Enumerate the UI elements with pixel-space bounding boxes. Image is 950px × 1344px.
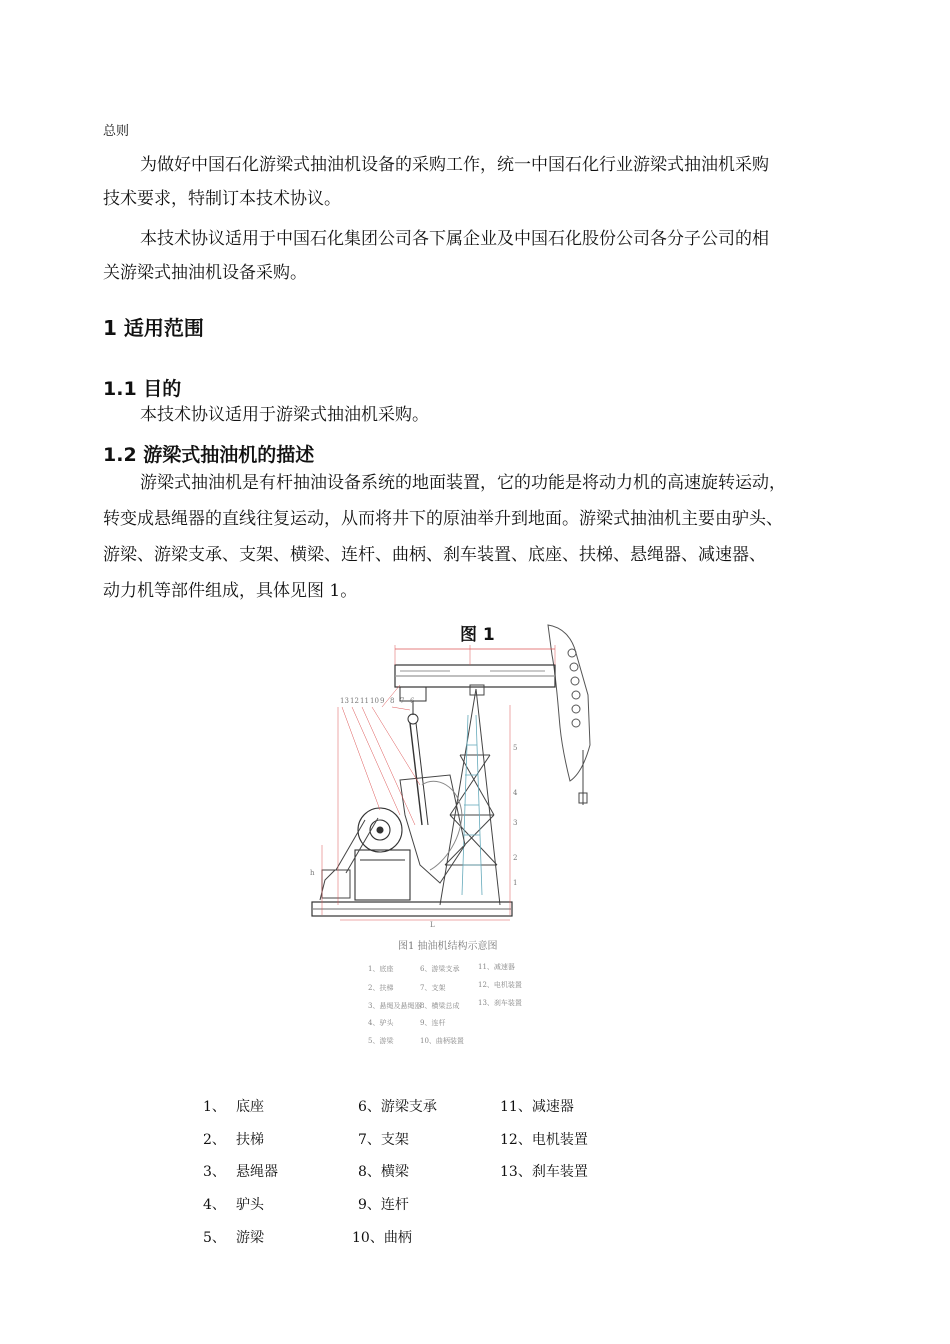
legend-label: 10、曲柄 [352,1230,412,1246]
svg-text:6: 6 [410,697,415,705]
inner-legend [368,962,522,1045]
section-1-2-line3: 游梁、游梁支承、支架、横梁、连杆、曲柄、刹车装置、底座、扶梯、悬绳器、减速器、 [103,545,766,565]
svg-text:12、电机装置: 12、电机装置 [478,981,522,989]
svg-text:L: L [430,921,435,929]
gearbox [355,808,410,900]
legend-num: 4、 [203,1197,226,1213]
svg-text:10: 10 [370,697,379,705]
legend-label: 12、电机装置 [500,1132,588,1148]
base [312,902,512,916]
svg-text:6、游梁支承: 6、游梁支承 [420,965,460,973]
figure-caption: 图 1 [460,625,495,645]
equalizer [400,687,426,724]
legend-label: 扶梯 [236,1132,264,1148]
svg-text:2: 2 [513,854,518,862]
legend-num: 3、 [203,1164,226,1180]
svg-text:11、减速器: 11、减速器 [478,963,515,971]
svg-text:13: 13 [340,697,349,705]
legend-label: 9、连杆 [358,1197,409,1213]
svg-text:1: 1 [513,879,518,887]
general-para2-line1: 本技术协议适用于中国石化集团公司各下属企业及中国石化股份公司各分子公司的相 [140,229,769,249]
general-heading: 总则 [103,124,130,139]
samson-post [440,685,500,905]
svg-text:10、曲柄装置: 10、曲柄装置 [420,1037,464,1045]
general-para1-line2: 技术要求，特制订本技术协议。 [103,189,341,209]
general-para2-line2: 关游梁式抽油机设备采购。 [103,263,307,283]
legend-num: 2、 [203,1132,226,1148]
svg-text:7: 7 [400,697,405,705]
svg-text:2、扶梯: 2、扶梯 [368,984,394,992]
inner-caption: 图1 抽油机结构示意图 [398,941,498,952]
section-1-title: 1 适用范围 [103,316,204,340]
svg-text:3、悬绳及悬绳器: 3、悬绳及悬绳器 [368,1002,422,1010]
legend-label: 悬绳器 [236,1164,278,1180]
legend-label: 13、刹车装置 [500,1164,588,1180]
legend-label: 11、减速器 [500,1099,574,1115]
legend-label: 底座 [236,1099,264,1115]
section-1-2-line1: 游梁式抽油机是有杆抽油设备系统的地面装置，它的功能是将动力机的高速旋转运动， [140,473,786,493]
motor [320,818,378,900]
svg-text:3: 3 [513,819,518,827]
svg-text:4、驴头: 4、驴头 [368,1019,394,1027]
legend-label: 驴头 [236,1197,264,1213]
section-1-2-title: 1.2 游梁式抽油机的描述 [103,444,315,466]
legend-label: 游梁 [236,1230,264,1246]
svg-text:13、刹车装置: 13、刹车装置 [478,999,522,1007]
legend-num: 5、 [203,1230,226,1246]
svg-text:h: h [310,869,315,877]
svg-text:9: 9 [380,697,385,705]
legend-label: 8、横梁 [358,1164,409,1180]
svg-text:12: 12 [350,697,359,705]
svg-text:8、横梁总成: 8、横梁总成 [420,1002,460,1010]
section-1-1-text: 本技术协议适用于游梁式抽油机采购。 [140,405,429,425]
ladder [462,715,482,895]
legend-label: 6、游梁支承 [358,1099,437,1115]
svg-text:8: 8 [390,697,395,705]
svg-text:7、支架: 7、支架 [420,984,446,992]
svg-text:9、连杆: 9、连杆 [420,1019,446,1027]
svg-text:5、游梁: 5、游梁 [368,1037,394,1045]
general-para1-line1: 为做好中国石化游梁式抽油机设备的采购工作，统一中国石化行业游梁式抽油机采购 [140,155,769,175]
svg-text:1、底座: 1、底座 [368,965,394,973]
svg-text:4: 4 [513,789,518,797]
horse-head [548,625,590,781]
svg-text:5: 5 [513,744,518,752]
section-1-2-line4: 动力机等部件组成，具体见图 1。 [103,581,358,601]
walking-beam [395,665,555,687]
pumping-unit-diagram [300,615,610,1055]
svg-text:11: 11 [360,697,369,705]
pitman-arm [410,723,422,825]
section-1-1-title: 1.1 目的 [103,378,182,400]
section-1-2-line2: 转变成悬绳器的直线往复运动，从而将井下的原油举升到地面。游梁式抽油机主要由驴头、 [103,509,783,529]
legend-num: 1、 [203,1099,226,1115]
legend-label: 7、支架 [358,1132,409,1148]
